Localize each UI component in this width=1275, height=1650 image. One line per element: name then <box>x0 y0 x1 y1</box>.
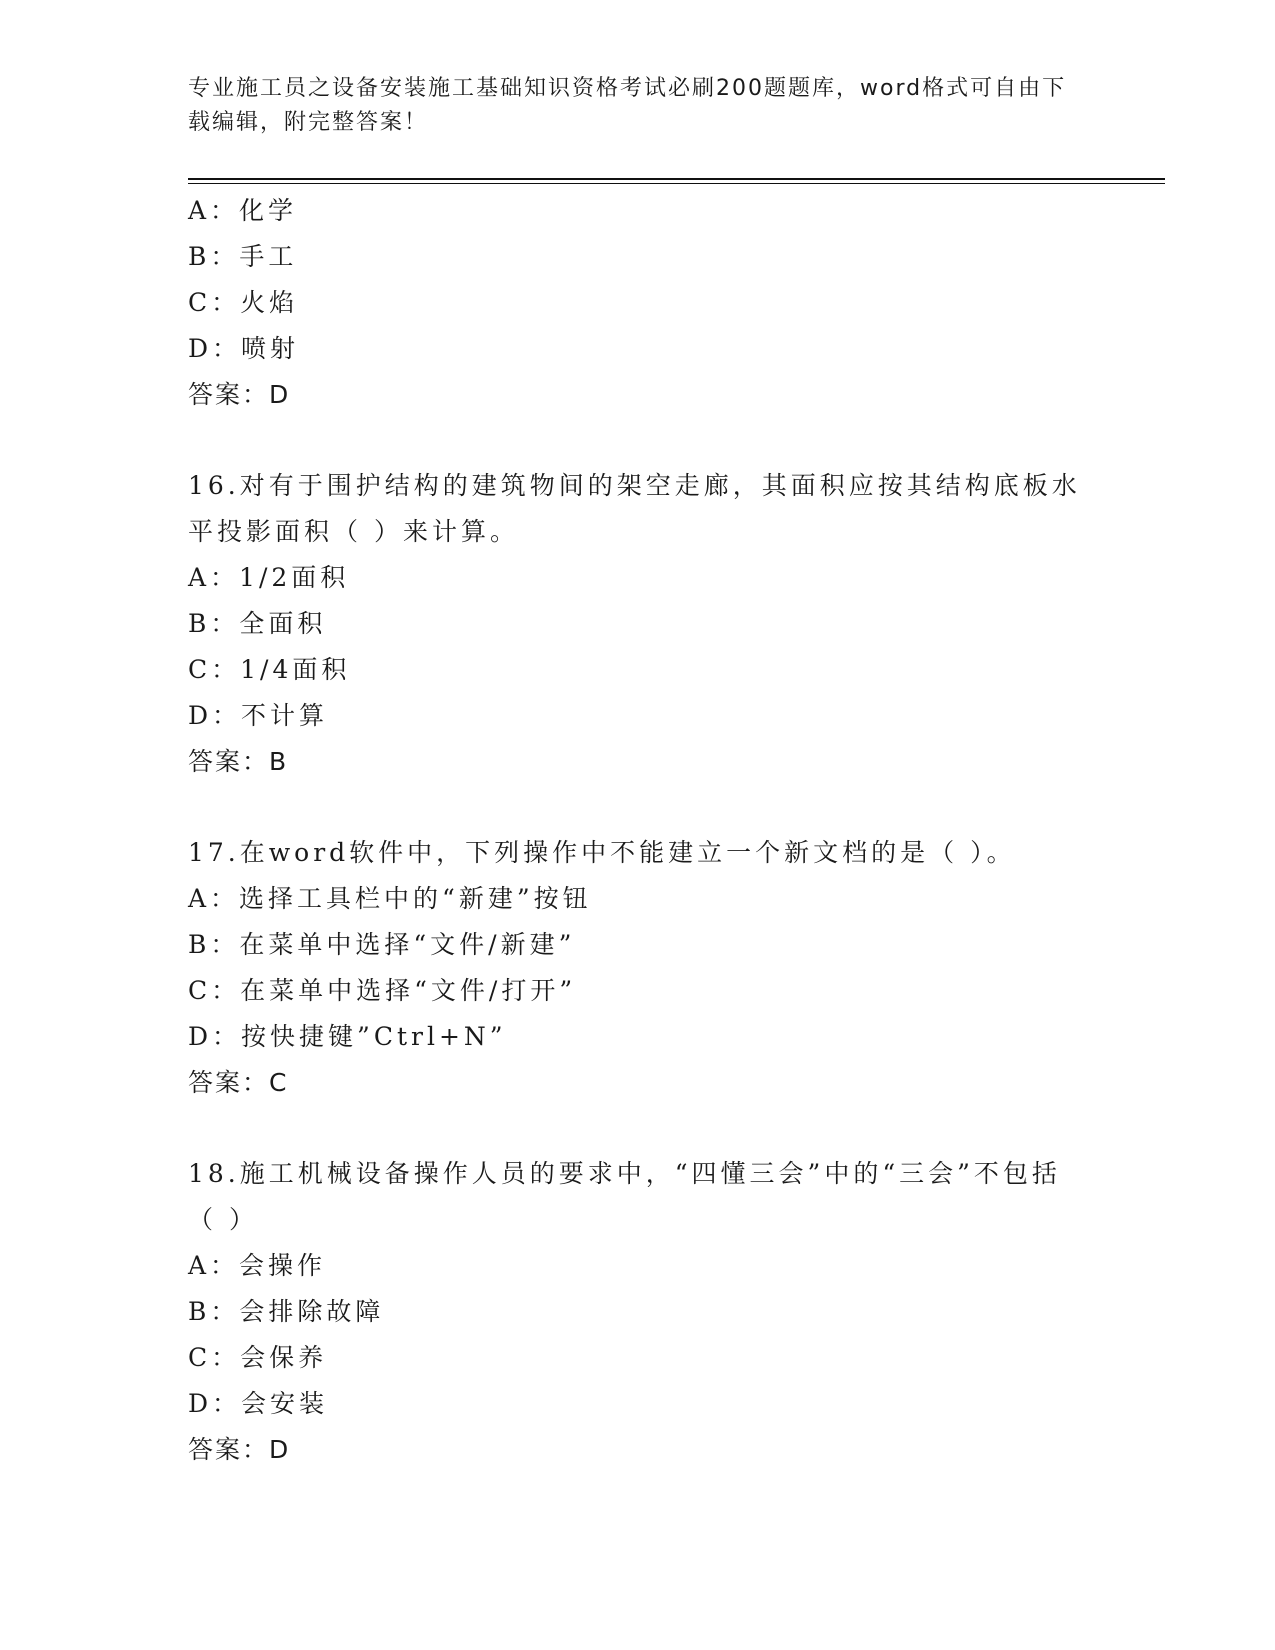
question-list <box>188 188 1088 1473</box>
answer-line: 答案：D <box>188 380 291 409</box>
option-a: A：会操作 <box>188 1251 327 1280</box>
question-stem: 16.对有于围护结构的建筑物间的架空走廊，其面积应按其结构底板水平投影面积（ ）来计算。 <box>188 471 1081 546</box>
header-divider-thin <box>188 183 1165 184</box>
option-d: D：不计算 <box>188 701 329 730</box>
document-header-title: 专业施工员之设备安装施工基础知识资格考试必刷200题题库，word格式可自由下载编辑，附完整答案！ <box>188 76 1067 135</box>
option-d: D：喷射 <box>188 334 300 363</box>
question-stem: 17.在word软件中，下列操作中不能建立一个新文档的是（ ）。 <box>188 838 1016 867</box>
option-a: A：化学 <box>188 196 298 225</box>
question-17 <box>188 830 1088 1106</box>
option-b: B：全面积 <box>188 609 327 638</box>
option-c: C：火焰 <box>188 288 299 317</box>
answer-line: 答案：B <box>188 747 289 776</box>
option-c: C：在菜单中选择“文件/打开” <box>188 976 577 1005</box>
question-18 <box>188 1151 1088 1473</box>
option-d: D：按快捷键”Ctrl+N” <box>188 1022 507 1051</box>
option-b: B：在菜单中选择“文件/新建” <box>188 930 576 959</box>
option-b: B：手工 <box>188 242 298 271</box>
answer-line: 答案：C <box>188 1068 289 1097</box>
option-a: A：1/2面积 <box>188 563 350 592</box>
question-stem: 18.施工机械设备操作人员的要求中，“四懂三会”中的“三会”不包括（ ） <box>188 1159 1061 1234</box>
option-d: D：会安装 <box>188 1389 329 1418</box>
option-a: A：选择工具栏中的“新建”按钮 <box>188 884 592 913</box>
answer-line: 答案：D <box>188 1435 291 1464</box>
option-c: C：1/4面积 <box>188 655 351 684</box>
option-b: B：会排除故障 <box>188 1297 385 1326</box>
header-divider-thick <box>188 178 1165 180</box>
question-15-continued <box>188 188 1088 418</box>
option-c: C：会保养 <box>188 1343 328 1372</box>
question-16 <box>188 463 1088 785</box>
